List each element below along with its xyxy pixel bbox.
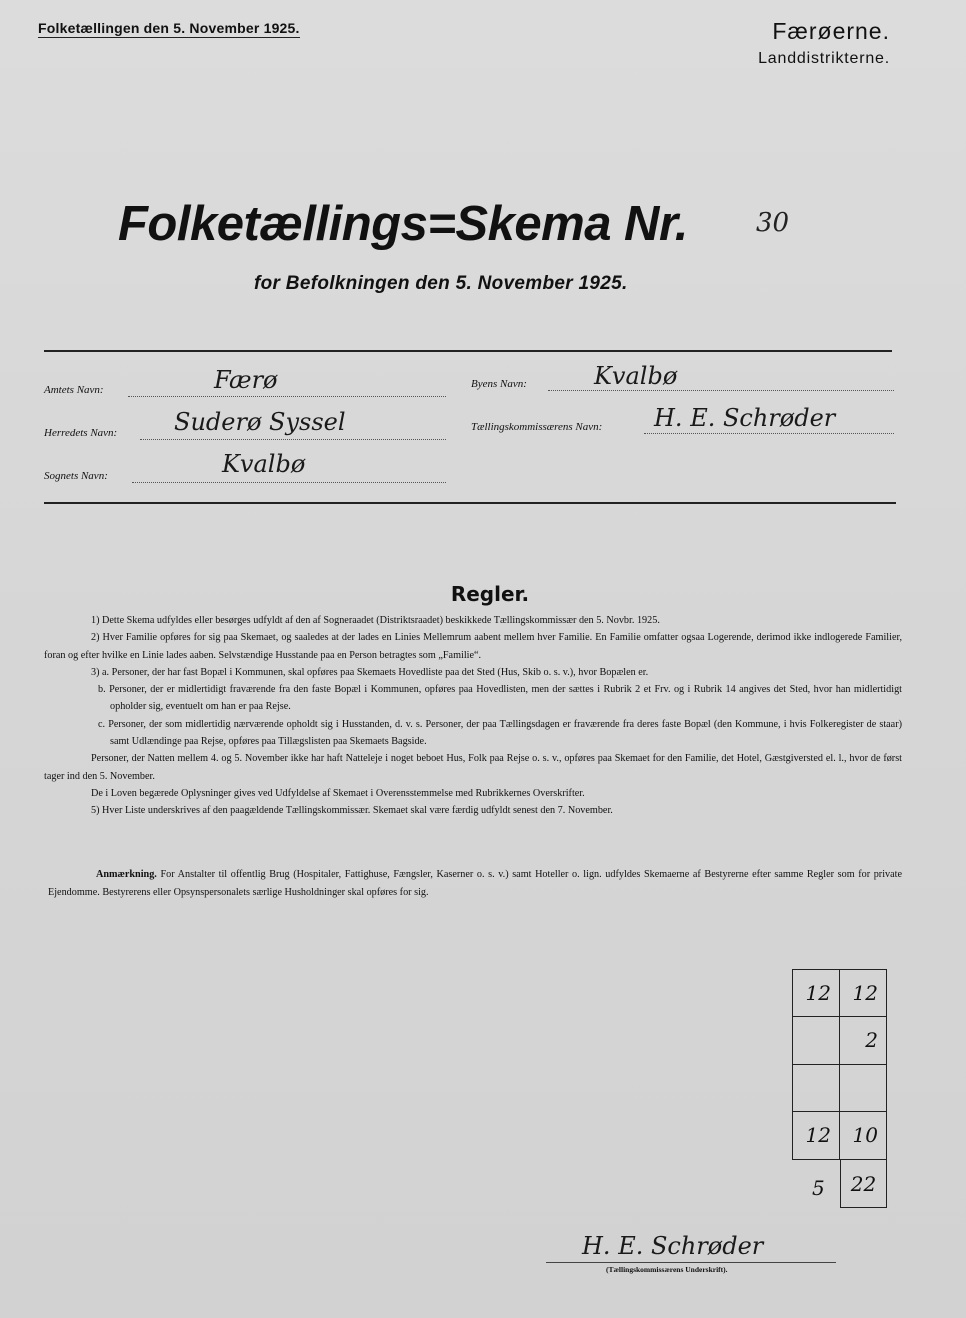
tally-cell: 2 xyxy=(840,1017,886,1064)
tally-total-right: 22 xyxy=(840,1160,887,1208)
tally-cell xyxy=(793,1017,840,1064)
sogn-label: Sognets Navn: xyxy=(44,470,108,482)
note-label: Anmærkning. xyxy=(96,869,157,880)
herred-value: Suderø Syssel xyxy=(174,408,346,436)
tally-table xyxy=(792,969,887,1160)
amt-label: Amtets Navn: xyxy=(44,384,104,396)
amt-line xyxy=(128,396,446,397)
header-district-type: Landdistrikterne. xyxy=(758,50,890,67)
amt-value: Færø xyxy=(214,366,278,394)
rule-3c: c. Personer, der som midlertidig nærværende opholdt sig i Husstanden, d. v. s. Personer, der paa Tællingsdagen er fraværende fra deres faste Bopæl (den Kommune, i hvis Folkeregister de staar) samt Udlændinge paa Rejse, opføres paa Tillægslisten paa Skemaets Bagside. xyxy=(98,718,902,748)
commissioner-signature: H. E. Schrøder xyxy=(582,1232,764,1260)
rule-3b: b. Personer, der er midlertidigt fraværende fra den faste Bopæl i Kommunen, opføres paa Hovedlisten, men der sættes i Rubrik 2 et Frv. og i Rubrik 14 angives det Sted, hvor han midlertidigt opholder sig, eventuelt om han er paa Rejse. xyxy=(98,684,902,713)
form-title: Folketællings=Skema Nr. xyxy=(118,197,688,251)
sogn-value: Kvalbø xyxy=(222,450,306,478)
tally-cell: 12 xyxy=(840,970,886,1017)
byen-line xyxy=(548,390,894,391)
kommissaer-line xyxy=(644,433,894,434)
note-text: For Anstalter til offentlig Brug (Hospitaler, Fattighuse, Fængsler, Kaserner o. s. v.) samt Hoteller o. lign. udfyldes Skemaerne af Bestyrerne efter samme Regler som for private Ejendomme. Bestyrerens eller Opsynspersonalets særlige Husholdninger skal opføres for sig. xyxy=(48,869,902,898)
herred-label: Herredets Navn: xyxy=(44,427,118,439)
divider-bottom xyxy=(44,502,896,504)
header-region: Færøerne. xyxy=(772,18,890,44)
signature-caption: (Tællingskommissærens Underskrift). xyxy=(606,1265,728,1274)
rules-body xyxy=(44,612,902,820)
rules-heading: Regler. xyxy=(450,582,530,606)
form-subtitle: for Befolkningen den 5. November 1925. xyxy=(254,273,628,294)
rule-3d: Personer, der Natten mellem 4. og 5. November ikke har haft Natteleje i noget beboet Hus, Folk paa Rejse o. s. v., opføres paa Skemaet for den Familie, det Hotel, Gæstgiversted el. l., hvor de først tager ind den 5. November. xyxy=(44,753,902,782)
header-census-date: Folketællingen den 5. November 1925. xyxy=(38,20,300,36)
rule-4: De i Loven begærede Oplysninger gives ved Udfyldelse af Skemaet i Overensstemmelse med Rubrikkernes Overskrifter. xyxy=(91,787,585,799)
rule-3a: 3) a. Personer, der har fast Bopæl i Kommunen, skal opføres paa Skemaets Hovedliste paa det Sted (Hus, Skib o. s. v.), hvor Bopælen er. xyxy=(91,666,649,678)
sogn-line xyxy=(132,482,446,483)
rule-5: 5) Hver Liste underskrives af den paagældende Tællingskommissær. Skemaet skal være færdig udfyldt senest den 7. November. xyxy=(91,805,613,817)
tally-total-left: 5 xyxy=(812,1176,825,1200)
tally-cell: 12 xyxy=(793,1112,840,1159)
note-paragraph xyxy=(48,866,902,902)
tally-cell: 10 xyxy=(852,1123,878,1148)
signature-line xyxy=(546,1262,836,1263)
tally-cell xyxy=(840,1065,886,1112)
kommissaer-label: Tællingskommissærens Navn: xyxy=(471,421,603,433)
byen-value: Kvalbø xyxy=(594,362,678,390)
rule-1: 1) Dette Skema udfyldes eller besørges udfyldt af den af Sogneraadet (Distriktsraadet) beskikkede Tællingskommissær den 5. Novbr. 1925. xyxy=(91,615,660,626)
tally-cell xyxy=(793,1065,840,1112)
divider-top xyxy=(44,350,892,352)
rule-2: 2) Hver Familie opføres for sig paa Skemaet, og saaledes at der lades en Linies Mellemrum aabent mellem hver Familie. En Familie omfatter ogsaa Logerende, derimod ikke indlogerede Familier, foran og efter hvilke en Linie lades aaben. Selvstændige Husstande paa en Person betragtes som „Familie“. xyxy=(44,632,902,661)
herred-line xyxy=(140,439,446,440)
form-number: 30 xyxy=(756,208,790,238)
kommissaer-value: H. E. Schrøder xyxy=(654,404,836,432)
tally-cell: 12 xyxy=(793,970,840,1017)
byen-label: Byens Navn: xyxy=(471,378,527,390)
